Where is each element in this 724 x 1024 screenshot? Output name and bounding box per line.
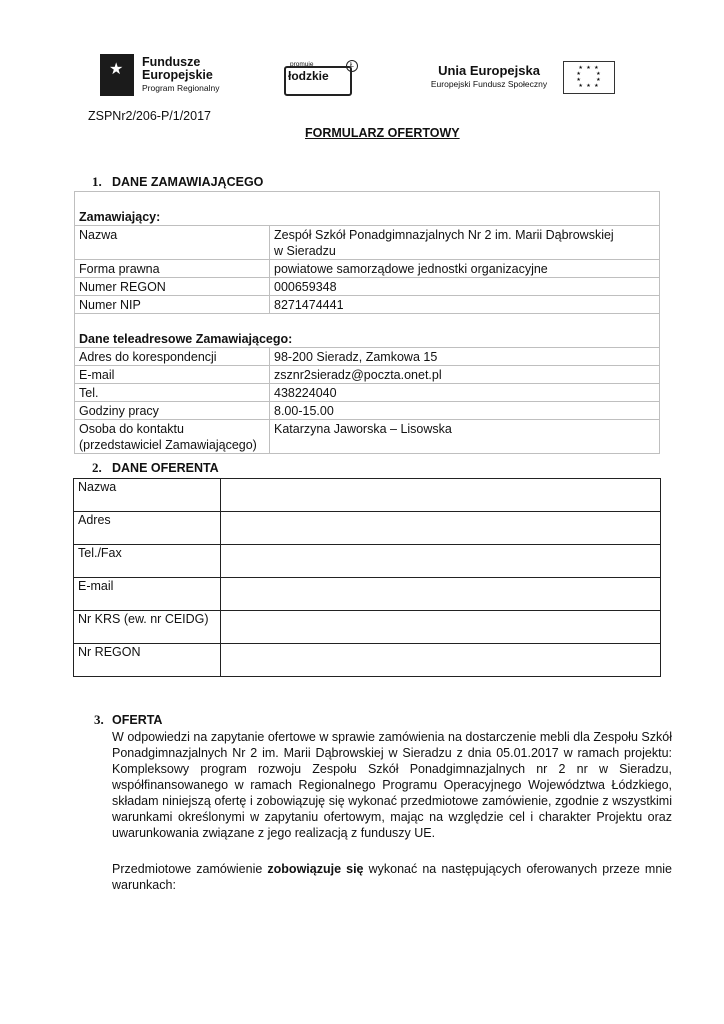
row-label: Nazwa [74,479,221,512]
row-value: 000659348 [270,278,660,296]
fe-logo-line1: Fundusze [142,55,201,69]
row-label: Adres do korespondencji [75,348,270,366]
row-label: Tel. [75,384,270,402]
table-row [75,366,660,384]
ue-logo-title: Unia Europejska [438,63,540,78]
row-label: Numer NIP [75,296,270,314]
reference-number: ZSPNr2/206-P/1/2017 [88,109,211,123]
row-label: Forma prawna [75,260,270,278]
section2-number: 2. [92,460,102,475]
lodz-logo-small: promuje [290,61,314,68]
row-label: Nr KRS (ew. nr CEIDG) [74,611,221,644]
row-value: 8.00-15.00 [270,402,660,420]
adres-field[interactable] [221,512,661,545]
row-label: Adres [74,512,221,545]
row-value: 438224040 [270,384,660,402]
section3-heading: OFERTA [112,713,163,727]
table-row [75,260,660,278]
oferta-paragraph: W odpowiedzi na zapytanie ofertowe w sprawie zamówienia na dostarczenie mebli dla Zespołu Szkół Ponadgimnazjalnych Nr 2 im. Marii Dąbrowskiej w Sieradzu z dnia 05.01.2017 w ramach projektu: Kompleksowy program rozwoju Zespołu Szkół Ponadgimnazjalnych nr 2 nr w Sieradzu, współfinansowanego w ramach Regionalnego Programu Operacyjnego Województwa Łódzkiego, składam niniejszą ofertę i zobowiązuję się wykonać przedmiotowe zamówienie, zgodnie z wszystkimi warunkami określonymi w zapytaniu ofertowym, mając na względzie cel i charakter Projektu oraz uwarunkowania związane z jego realizacją z funduszy UE. [112,730,672,840]
section1-number: 1. [92,174,102,189]
table-row [75,226,660,260]
table-row [75,420,660,454]
fe-flag-icon: ★ [100,54,134,96]
section3-number: 3. [94,712,104,727]
eu-flag-icon: ★ ★ ★ ★ ★ ★ ★ ★ ★ ★ [563,61,615,94]
krs-field[interactable] [221,611,661,644]
row-value: 98-200 Sieradz, Zamkowa 15 [270,348,660,366]
row-label: E-mail [74,578,221,611]
row-label: Osoba do kontaktu (przedstawiciel Zamawiającego) [75,420,270,454]
table-row [74,611,661,644]
table-row [75,348,660,366]
row-label: Godziny pracy [75,402,270,420]
tel-fax-field[interactable] [221,545,661,578]
row-value: Zespół Szkół Ponadgimnazjalnych Nr 2 im. Marii Dąbrowskiej w Sieradzu [270,226,660,260]
table-row [74,545,661,578]
page-title: FORMULARZ OFERTOWY [305,126,460,140]
email-field[interactable] [221,578,661,611]
row-label: E-mail [75,366,270,384]
oferta-paragraph-2: Przedmiotowe zamówienie zobowiązuje się wykonać na następujących oferowanych przeze mnie warunkach: [112,862,673,892]
table-row [74,578,661,611]
row-value: Katarzyna Jaworska – Lisowska [270,420,660,454]
nazwa-field[interactable] [221,479,661,512]
row-label: Numer REGON [75,278,270,296]
section1-heading: DANE ZAMAWIAJĄCEGO [112,175,264,189]
oferent-table [73,478,661,677]
row-label: Nr REGON [74,644,221,677]
row-label: Tel./Fax [74,545,221,578]
fundusze-europejskie-logo [100,54,245,96]
ue-logo-subtitle: Europejski Fundusz Społeczny [430,79,548,89]
lodz-mark-icon: Ł [346,60,358,72]
section2-heading: DANE OFERENTA [112,461,219,475]
zamawiajacy-table [74,191,660,454]
zamawiajacy-label: Zamawiający: [79,210,161,224]
table-row [74,512,661,545]
table-row [75,278,660,296]
zobowiazuje-bold: zobowiązuje się [267,862,364,876]
lodz-logo-big: łodzkie [288,69,329,83]
fe-logo-line2: Europejskie [142,68,213,82]
row-value: powiatowe samorządowe jednostki organizacyjne [270,260,660,278]
row-value: zsznr2sieradz@poczta.onet.pl [270,366,660,384]
table-row [75,402,660,420]
table-row [75,296,660,314]
fe-logo-line3: Program Regionalny [142,83,220,93]
row-value: 8271474441 [270,296,660,314]
teleadresowe-label: Dane teleadresowe Zamawiającego: [79,332,293,346]
lodzkie-logo [282,60,360,96]
regon-field[interactable] [221,644,661,677]
table-row [74,479,661,512]
table-row [75,384,660,402]
row-label: Nazwa [75,226,270,260]
table-row [74,644,661,677]
